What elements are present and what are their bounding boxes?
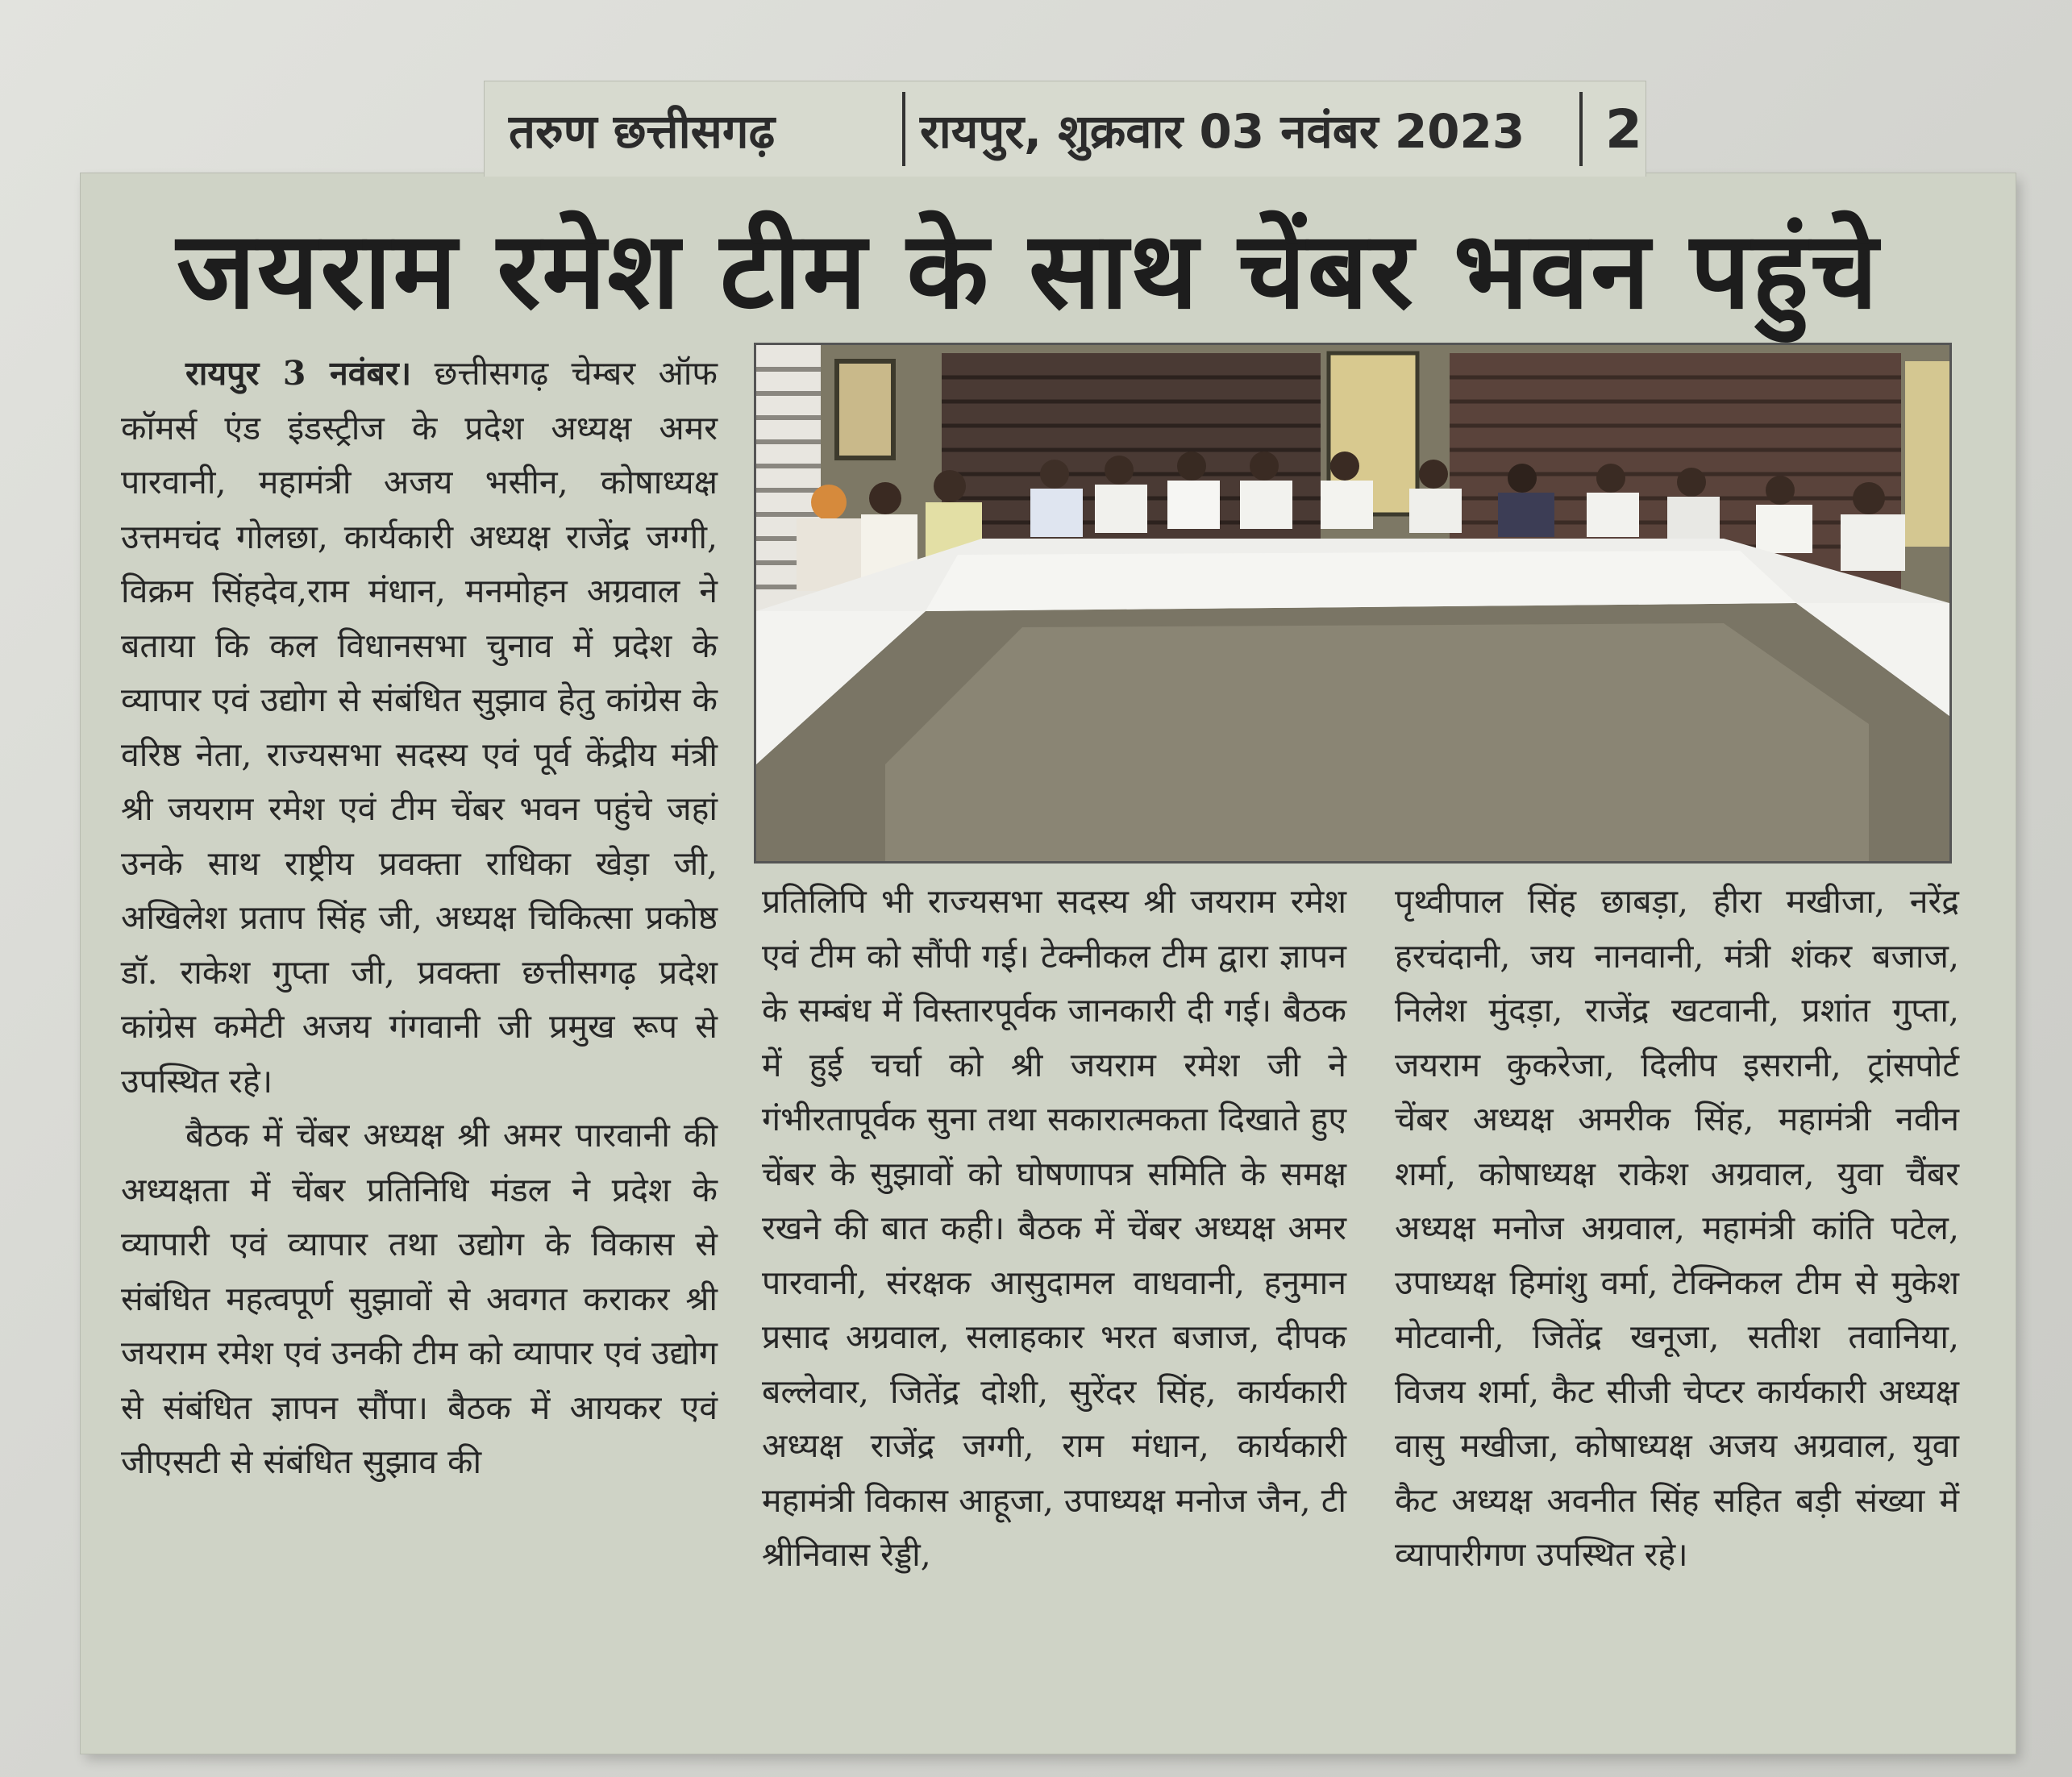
meeting-photo-illustration — [756, 345, 1949, 861]
article-paragraph-3: प्रतिलिपि भी राज्यसभा सदस्य श्री जयराम रमेश एवं टीम को सौंपी गई। टेक्नीकल टीम द्वारा ज्ञापन के सम्बंध में विस्तारपूर्वक जानकारी दी गई। बैठक में हुई चर्चा को श्री जयराम रमेश जी ने गंभीरतापूर्वक सुना तथा सकारात्मकता दिखाते हुए चेंबर के सुझावों को घोषणापत्र समिति के समक्ष रखने की बात कही। बैठक में चेंबर अध्यक्ष अमर पारवानी, संरक्षक आसुदामल वाधवानी, हनुमान प्रसाद अग्रवाल, सलाहकार भरत बजाज, दीपक बल्लेवार, जितेंद्र दोशी, सुरेंदर सिंह, कार्यकारी अध्यक्ष राजेंद्र जग्गी, राम मंधान, कार्यकारी महामंत्री विकास आहूजा, उपाध्यक्ष मनोज जैन, टी श्रीनिवास रेड्डी, — [762, 882, 1346, 1574]
masthead-strip — [484, 81, 1646, 177]
article-paragraph-2: बैठक में चेंबर अध्यक्ष श्री अमर पारवानी की अध्यक्षता में चेंबर प्रतिनिधि मंडल ने प्रदेश के व्यापारी एवं व्यापार तथा उद्योग के विकास से संबंधित महत्वपूर्ण सुझावों से अवगत कराकर श्री जयराम रमेश एवं उनकी टीम को व्यापार एवं उद्योग से संबंधित ज्ञापन सौंपा। बैठक में आयकर एवं जीएसटी से संबंधित सुझाव की — [121, 1116, 718, 1481]
article-paragraph-1 — [121, 347, 718, 1109]
newspaper-name: तरुण छत्तीसगढ़ — [509, 103, 776, 159]
article-column-1 — [121, 347, 718, 1490]
article-column-2 — [762, 875, 1346, 1583]
article-column-3 — [1395, 875, 1959, 1583]
page-number: 2 — [1605, 98, 1642, 160]
masthead — [485, 81, 1646, 177]
meeting-photo — [754, 343, 1952, 864]
article-dateline: रायपुर 3 नवंबर। — [185, 354, 412, 393]
article-paragraph-4: पृथ्वीपाल सिंह छाबड़ा, हीरा मखीजा, नरेंद्र हरचंदानी, जय नानवानी, मंत्री शंकर बजाज, निलेश मुंदड़ा, राजेंद्र खटवानी, प्रशांत गुप्ता, जयराम कुकरेजा, दिलीप इसरानी, ट्रांसपोर्ट चेंबर अध्यक्ष अमरीक सिंह, महामंत्री नवीन शर्मा, कोषाध्यक्ष राकेश अग्रवाल, युवा चैंबर अध्यक्ष मनोज अग्रवाल, महामंत्री कांति पटेल, उपाध्यक्ष हिमांशु वर्मा, टेक्निकल टीम से मुकेश मोटवानी, जितेंद्र खनूजा, सतीश तवानिया, विजय शर्मा, कैट सीजी चेप्टर कार्यकारी अध्यक्ष वासु मखीजा, कोषाध्यक्ष अजय अग्रवाल, युवा कैट अध्यक्ष अवनीत सिंह सहित बड़ी संख्या में व्यापारीगण उपस्थित रहे। — [1395, 882, 1959, 1574]
masthead-divider — [1579, 92, 1583, 166]
article-headline: जयराम रमेश टीम के साथ चेंबर भवन पहुंचे — [176, 209, 1880, 333]
paragraph-1-text: छत्तीसगढ़ चेम्बर ऑफ कॉमर्स एंड इंडस्ट्रीज के प्रदेश अध्यक्ष अमर पारवानी, महामंत्री अजय भसीन, कोषाध्यक्ष उत्तमचंद गोलछा, कार्यकारी अध्यक्ष राजेंद्र जग्गी, विक्रम सिंहदेव,राम मंधान, मनमोहन अग्रवाल ने बताया कि कल विधानसभा चुनाव में प्रदेश के व्यापार एवं उद्योग से संबंधित सुझाव हेतु कांग्रेस के वरिष्ठ नेता, राज्यसभा सदस्य एवं पूर्व केंद्रीय मंत्री श्री जयराम रमेश एवं टीम चेंबर भवन पहुंचे जहां उनके साथ राष्ट्रीय प्रवक्ता राधिका खेड़ा जी, अखिलेश प्रताप सिंह जी, अध्यक्ष चिकित्सा प्रकोष्ठ डॉ. राकेश गुप्ता जी, प्रवक्ता छत्तीसगढ़ प्रदेश कांग्रेस कमेटी अजय गंगवानी जी प्रमुख रूप से उपस्थित रहे। — [121, 354, 718, 1101]
masthead-divider — [902, 92, 905, 166]
masthead-dateline: रायपुर, शुक्रवार 03 नवंबर 2023 — [920, 103, 1525, 159]
